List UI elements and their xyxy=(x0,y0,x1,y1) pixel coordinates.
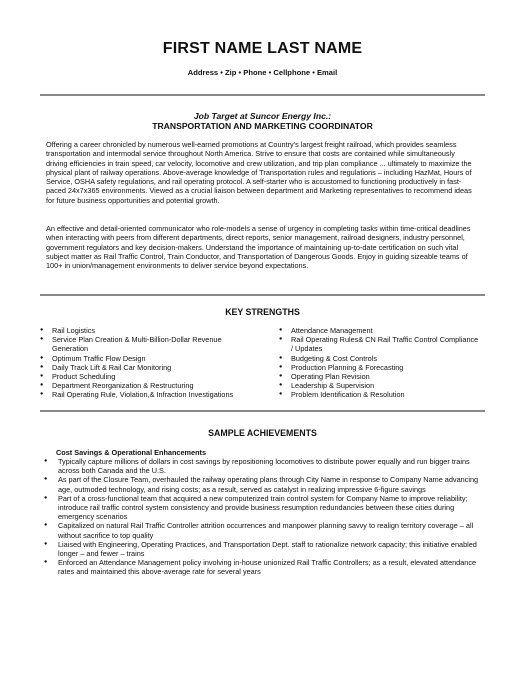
list-item: ● Optimum Traffic Flow Design xyxy=(40,354,260,363)
list-item: ● Liaised with Engineering, Operating Practices, and Transportation Dept. staff to rationalize network capacity; this initiative enabled longer – and fewer – trains xyxy=(44,540,484,558)
header-divider xyxy=(40,94,485,96)
list-item: ● As part of the Closure Team, overhauled the railway operating plans through City Name in response to Company Name advancing age, outmoded technology, and rising costs; as a result, served as catalyst in realizing impressive 6-figure savings xyxy=(44,475,484,493)
candidate-name: FIRST NAME LAST NAME xyxy=(162,40,363,57)
summary-paragraph-2: An effective and detail-oriented communicator who role-models a sense of urgency in completing tasks within time-critical deadlines when interacting with peers from different departments, direct reports, senior management, railroad designers, industry personnel, government regulators and key decision-makers. Understand the importance of maintaining up-to-date certification on such vital subject matter as Rail Traffic Control, Train Conductor, and Transportation of Dangerous Goods. Enjoy in guiding sizeable teams of 100+ in union/management environments to deliver service beyond expectations. xyxy=(46,224,471,271)
list-item: ● Part of a cross-functional team that acquired a new computerized train control system for Company Name to improve reliability; introduce rail traffic control system consistency and provide business resumption redundancies between these cities during emergency scenarios xyxy=(44,494,484,522)
achievements-list xyxy=(44,457,484,577)
list-item: ● Daily Track Lift & Rail Car Monitoring xyxy=(40,363,260,372)
list-item: ● Typically capture millions of dollars in cost savings by repositioning locomotives to distribute power equally and run bigger trains across both Canada and the U.S. xyxy=(44,457,484,475)
list-item: ● Production Planning & Forecasting xyxy=(279,363,479,372)
list-item: ● Enforced an Attendance Management policy involving in-house unionized Rail Traffic Controllers; as a result, elevated attendance rates and maintained this above-average rate for several years xyxy=(44,558,484,576)
list-item: ● Department Reorganization & Restructuring xyxy=(40,381,260,390)
list-item: ● Service Plan Creation & Multi-Billion-Dollar Revenue Generation xyxy=(40,335,260,353)
list-item: ● Attendance Management xyxy=(279,326,479,335)
list-item: ● Rail Operating Rules& CN Rail Traffic Control Compliance / Updates xyxy=(279,335,479,353)
achievements-subheading: Cost Savings & Operational Enhancements xyxy=(56,448,207,457)
job-target: Job Target at Suncor Energy Inc.: xyxy=(193,111,332,121)
list-item: ● Rail Logistics xyxy=(40,326,260,335)
strengths-divider xyxy=(40,410,485,412)
list-item: ● Capitalized on natural Rail Traffic Controller attrition occurrences and manpower planning savvy to realign territory coverage – all without sacrifice to top quality xyxy=(44,521,484,539)
list-item: ● Rail Operating Rule, Violation,& Infraction Investigations xyxy=(40,390,260,399)
list-item: ● Problem Identification & Resolution xyxy=(279,390,479,399)
list-item: ● Product Scheduling xyxy=(40,372,260,381)
list-item: ● Leadership & Supervision xyxy=(279,381,479,390)
summary-paragraph-1: Offering a career chronicled by numerous well-earned promotions at Country's largest freight railroad, which provides seamless transportation and intermodal service throughout North America. Strive to ensure that costs are contained while simultaneously driving efficiencies in train speed, car velocity, locomotive and crew utilization, and trip plan compliance ... ultimately to maximize the physical plant of railway operations. Above-average knowledge of Transportation rules and regulations – including HazMat, Hours of Service, OSHA safety regulations, and rail operating protocol. A self-starter who is accustomed to functioning productively in fast-paced 24x7x365 environments. Viewed as a crucial liaison between department and Marketing representatives to recommend ideas for future business opportunities and potential growth. xyxy=(46,140,472,205)
list-item: ● Operating Plan Revision xyxy=(279,372,479,381)
summary-divider xyxy=(40,294,485,296)
strengths-right-list xyxy=(279,326,479,400)
sample-achievements-heading: SAMPLE ACHIEVEMENTS xyxy=(208,428,317,438)
contact-line: Address • Zip • Phone • Cellphone • Email xyxy=(187,68,338,77)
strengths-left-list xyxy=(40,326,260,400)
job-title: TRANSPORTATION AND MARKETING COORDINATOR xyxy=(152,121,373,131)
key-strengths-heading: KEY STRENGTHS xyxy=(225,307,300,317)
list-item: ● Budgeting & Cost Controls xyxy=(279,354,479,363)
